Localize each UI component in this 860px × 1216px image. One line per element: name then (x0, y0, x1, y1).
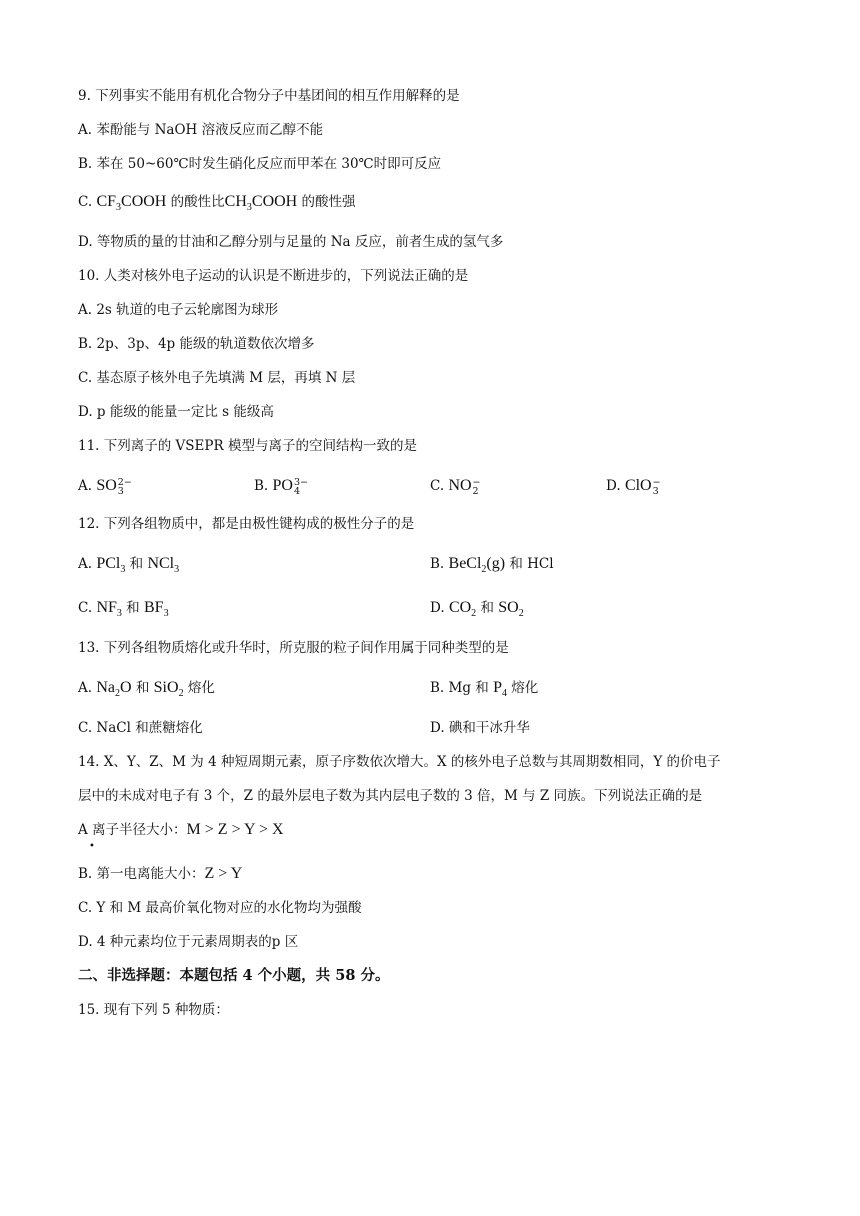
formula: BeCl$_2$(g) (448, 555, 506, 576)
formula: $BF_3$ (143, 599, 169, 620)
q10-option-c: C. 基态原子核外电子先填满 M 层，再填 N 层 (78, 370, 356, 386)
q10-option-a: A. 2s 轨道的电子云轮廓图为球形 (78, 302, 279, 318)
formula: $Na_2O$ (96, 679, 132, 700)
q13-option-d: D. 碘和干冰升华 (430, 720, 530, 736)
formula-ch3cooh: $CH_3COOH$ (224, 193, 298, 214)
q9-option-d: D. 等物质的量的甘油和乙醇分别与足量的 Na 反应，前者生成的氢气多 (78, 234, 504, 250)
q11-option-b: B. PO 3− 4 (254, 476, 308, 497)
ion-formula: SO (96, 477, 117, 494)
q13-option-c: C. NaCl 和蔗糖熔化 (78, 720, 203, 736)
option-label: C. (78, 194, 93, 210)
q10-option-d: D. p 能级的能量一定比 s 能级高 (78, 404, 274, 420)
q9-option-a: A. 苯酚能与 NaOH 溶液反应而乙醇不能 (78, 122, 324, 138)
formula: HCl (527, 556, 554, 572)
dot-mark: • (89, 841, 95, 852)
q12-stem: 12. 下列各组物质中，都是由极性键构成的极性分子的是 (78, 516, 415, 532)
q15-stem: 15. 现有下列 5 种物质： (78, 1002, 229, 1018)
section-heading: 二、非选择题：本题包括 4 个小题，共 58 分。 (78, 967, 390, 984)
q12-option-d: D. $CO_2$ 和 $SO_2$ (430, 599, 524, 620)
q12-option-a: A. PCl$_3$ 和 NCl$_3$ (78, 555, 180, 576)
q14-option-d: D. 4 种元素均位于元素周期表的p 区 (78, 934, 299, 950)
q11-option-d: D. ClO − 3 (606, 476, 661, 497)
q14-stem-line1: 14. X、Y、Z、M 为 4 种短周期元素，原子序数依次增大。X 的核外电子总数与其周期数相同，Y 的价电子 (78, 754, 721, 770)
math-expression: M > Z > Y > X (186, 821, 284, 838)
q13-option-a: A. $Na_2O$ 和 SiO$_2$ 熔化 (78, 679, 215, 700)
q9-stem: 9. 下列事实不能用有机化合物分子中基团间的相互作用解释的是 (78, 88, 460, 104)
q13-stem: 13. 下列各组物质熔化或升华时，所克服的粒子间作用属于同种类型的是 (78, 640, 509, 656)
formula: $SO_2$ (498, 599, 524, 620)
q11-option-c: C. NO − 2 (430, 476, 481, 497)
q11-stem: 11. 下列离子的 VSEPR 模型与离子的空间结构一致的是 (78, 438, 417, 454)
q9-option-b: B. 苯在 50~60℃时发生硝化反应而甲苯在 30℃时即可反应 (78, 156, 442, 172)
q10-stem: 10. 人类对核外电子运动的认识是不断进步的，下列说法正确的是 (78, 268, 469, 284)
math-expression: Z > Y (204, 865, 243, 882)
ion-formula: PO (272, 477, 293, 494)
q12-option-c: C. $NF_3$ 和 $BF_3$ (78, 599, 169, 620)
option-text: 的酸性比 (166, 194, 225, 210)
q12-option-b: B. BeCl$_2$(g) 和 HCl (430, 555, 554, 576)
formula: $CO_2$ (448, 599, 477, 620)
formula: $NF_3$ (96, 599, 122, 620)
q14-option-a: A 离子半径大小：M > Z > Y > X (78, 821, 284, 838)
q10-option-b: B. 2p、3p、4p 能级的轨道数依次增多 (78, 336, 315, 352)
formula: NCl$_3$ (147, 555, 180, 576)
q13-option-b: B. Mg 和 $P_4$ 熔化 (430, 679, 539, 700)
q9-option-c (78, 192, 356, 218)
formula-cf3cooh: $CF_3COOH$ (96, 193, 167, 214)
ion-formula: NO (448, 477, 472, 494)
q14-option-b: B. 第一电离能大小：Z > Y (78, 865, 243, 882)
option-text: 的酸性强 (297, 194, 356, 210)
q11-option-a: A. SO 2− 3 (78, 476, 132, 497)
q14-stem-line2: 层中的未成对电子有 3 个，Z 的最外层电子数为其内层电子数的 3 倍，M 与 Z 同族。下列说法正确的是 (78, 788, 703, 804)
formula: SiO$_2$ (153, 679, 184, 700)
formula: PCl$_3$ (96, 555, 126, 576)
q14-option-c: C. Y 和 M 最高价氧化物对应的水化物均为强酸 (78, 900, 362, 916)
ion-formula: ClO (624, 477, 652, 494)
formula: $P_4$ (493, 679, 507, 700)
